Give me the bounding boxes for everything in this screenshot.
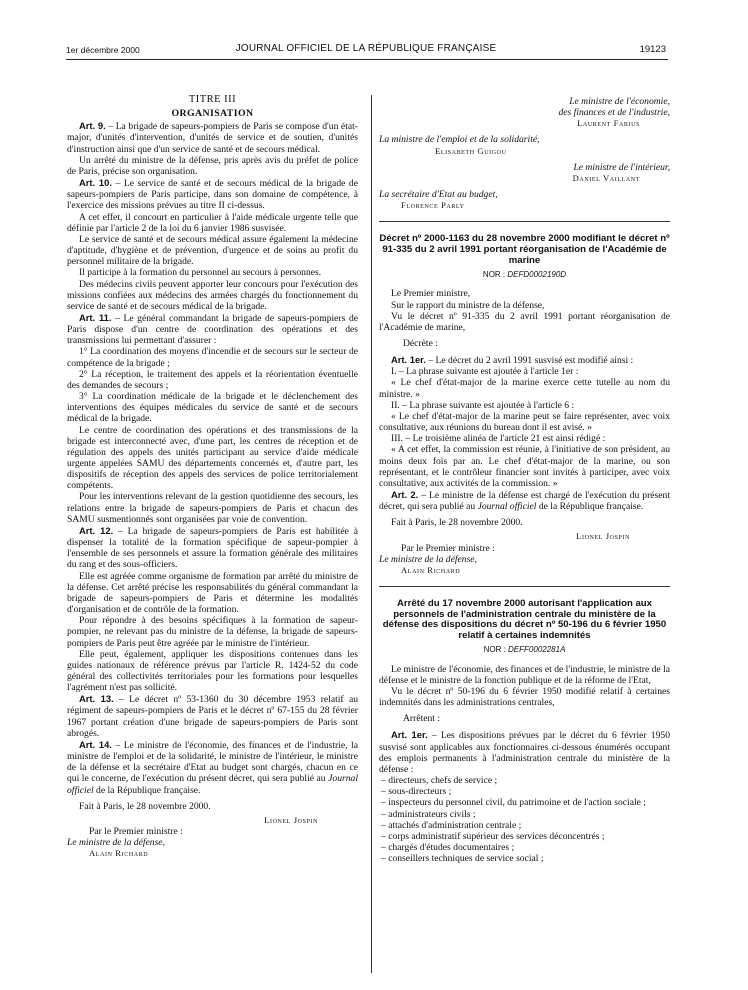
list-item: – conseillers techniques de service social ; — [379, 853, 670, 864]
list-item: – chargés d'études documentaires ; — [379, 842, 670, 853]
paragraph: Pour répondre à des besoins spécifiques à la formation de sapeur-pompier, ne relevant pas du ministre de la défense, la brigade de sapeurs-pompiers de Paris peut être agréée par le ministre de l'intérieur. — [67, 615, 358, 649]
article-text: – Le décret du 2 avril 1991 susvisé est modifié ainsi : — [425, 355, 634, 367]
par-premier-ministre: Par le Premier ministre : — [401, 542, 495, 554]
par-premier-ministre: Par le Premier ministre : — [89, 826, 183, 837]
article-text: – Le décret nº 53-1360 du 30 décembre 1953 relatif au régiment de sapeurs-pompiers de Paris et le décret nº 67-155 du 28 février 1967 portant création d'une brigade de sapeurs-pompiers de Paris sont abrogés. — [67, 694, 358, 739]
article-label: Art. 10. — [79, 177, 112, 189]
section-separator — [379, 586, 670, 587]
ministre-emploi: La ministre de l'emploi et de la solidarité, — [379, 134, 540, 146]
right-column — [379, 96, 670, 864]
nor-code: DEFF0002281A — [508, 645, 566, 655]
paragraph: Des médecins civils peuvent apporter leur concours pour l'exécution des missions confiées aux médecins des armées chargés du fonctionnement du service de santé et de secours médical de la brigade. — [67, 278, 358, 312]
paragraph: « Le chef d'état-major de la marine peut se faire représenter, avec voix consultative, aux réunions du bureau dont il est avisé. » — [379, 410, 670, 434]
nor-reference — [379, 269, 670, 280]
paragraph: III. – Le troisième alinéa de l'article 21 est ainsi rédigé : — [391, 433, 606, 445]
article-label: Art. 1er. — [391, 354, 426, 366]
paragraph: Elle est agréée comme organisme de formation par arrêté du ministre de la défense. Cet arrêté précise les responsabilités du général commandant la brigade de sapeurs-pompiers de Paris et détermine les modalités d'organisation et de contrôle de la formation. — [67, 570, 358, 616]
article-10 — [67, 177, 358, 211]
ministre-economie-2: des finances et de l'industrie, — [558, 107, 670, 119]
paragraph: Elle peut, également, appliquer les dispositions contenues dans les guides nationaux de référence prévus par l'article R. 1424-52 du code général des collectivités territoriales pour les formations pour lesquelles l'agrément n'est pas sollicité. — [67, 648, 358, 694]
visa: Vu le décret nº 50-196 du 6 février 1950 modifié relatif à certaines indemnités dans les administrations centrales, — [379, 685, 670, 709]
paragraph: « A cet effet, la commission est réunie, à l'initiative de son président, au moins deux fois par an. Le chef d'état-major de la marine, ou son représentant, et le contrôleur financier sont invités à participer, avec voix consultative, aux activités de la commission. » — [379, 444, 670, 489]
paragraph: Il participe à la formation du personnel au secours à personnes. — [79, 267, 322, 279]
visa: Le ministre de l'économie, des finances et de l'industrie, le ministre de la défense et le ministre de la fonction publique et de la réforme de l'Etat, — [379, 663, 670, 686]
signature-name: Daniel Vaillant — [572, 172, 640, 183]
article-label: Art. 9. — [79, 120, 106, 132]
paragraph: Le centre de coordination des opérations et des transmissions de la brigade est interconnecté avec, d'une part, les centres de réception et de régulation des appels des unités participant au service d'aide médicale urgente appelées SAMU des départements concernés et, d'autre part, les dispositifs de réception des appels des services de police territorialement compétents. — [67, 424, 358, 492]
ministre-defense: Le ministre de la défense, — [379, 553, 477, 565]
decree-article-1 — [379, 354, 670, 366]
decrete: Décrète : — [403, 337, 438, 349]
signature-name: Alain Richard — [89, 848, 149, 859]
article-text: – Le ministre de l'économie, des finances et de l'industrie, la ministre de l'emploi et de la solidarité, le ministre de l'intérieur, le ministre de la défense et la secrétaire d'Etat au budget sont chargés, chacun en ce qui le concerne, de l'exécution du présent décret, qui sera publié au — [67, 739, 358, 785]
nor-code: DEFD0002190D — [507, 270, 567, 280]
article-14 — [67, 739, 358, 796]
article-text: – Le ministre de la défense est chargé de l'exécution du présent décret, qui sera publié au — [379, 490, 670, 513]
header-date: 1er décembre 2000 — [66, 45, 140, 55]
article-label: Art. 14. — [79, 738, 112, 750]
paragraph: Le service de santé et de secours médical assure également la médecine d'aptitude, d'hygiène et de prévention, d'urgence et de soins au profit du personnel militaire de la brigade. — [67, 233, 358, 268]
paragraph: A cet effet, il concourt en particulier à l'aide médicale urgente telle que définie par l'article 2 de la loi du 6 janvier 1986 susvisée. — [67, 211, 358, 234]
ministre-defense: Le ministre de la défense, — [67, 837, 165, 849]
signature-name: Laurent Fabius — [577, 118, 640, 129]
fonctionnaires-list — [379, 775, 670, 864]
list-item: 1° La coordination des moyens d'incendie et de secours sur le secteur de compétence de la brigade ; — [67, 346, 358, 369]
article-13 — [67, 693, 358, 739]
signature-name: Florence Parly — [401, 200, 465, 211]
signature-emploi — [379, 146, 670, 157]
article-11 — [67, 312, 358, 346]
signature-pm — [67, 815, 358, 826]
signature-name: Elisabeth Guigou — [435, 145, 507, 156]
arrete-title: Arrêté du 17 novembre 2000 autorisant l'application aux personnels de l'administration centrale du ministère de la défense des dispositions du décret nº 50-196 du 6 février 1950 relatif à certaines indemnités — [382, 598, 667, 641]
nor-label: NOR : — [483, 645, 509, 655]
nor-label: NOR : — [482, 270, 508, 280]
titre-heading: TITRE III — [188, 94, 237, 105]
signature-defense — [379, 565, 670, 576]
article-label: Art. 2. — [391, 489, 419, 500]
list-item: – administrateurs civils ; — [379, 809, 670, 820]
section-separator — [379, 221, 670, 222]
article-label: Art. 12. — [79, 524, 114, 536]
ministre-economie: Le ministre de l'économie, — [569, 96, 670, 107]
titre-subheading: ORGANISATION — [171, 108, 254, 120]
article-label: Art. 11. — [79, 311, 112, 323]
list-item: – directeurs, chefs de service ; — [379, 775, 670, 786]
journal-officiel-ref: Journal officiel — [477, 501, 537, 513]
signature-name: Alain Richard — [401, 564, 461, 575]
article-label: Art. 13. — [79, 693, 114, 705]
arretent: Arrêtent : — [403, 713, 441, 725]
arrete-article-1 — [379, 729, 670, 775]
journal-title: JOURNAL OFFICIEL DE LA RÉPUBLIQUE FRANÇAISE — [235, 43, 497, 54]
list-item: 3° La coordination médicale de la brigade et le déclenchement des interventions des équipes médicales du service de santé et de secours médical de la brigade. — [67, 391, 358, 425]
decree-title: Décret nº 2000-1163 du 28 novembre 2000 modifiant le décret nº 91-335 du 2 avril 1991 portant réorganisation de l'Académie de marine — [379, 233, 670, 266]
header-rule — [66, 59, 668, 60]
article-text: de la République française. — [536, 501, 644, 513]
signature-name: Lionel Jospin — [264, 814, 318, 825]
list-item: – corps administratif supérieur des services déconcentrés ; — [379, 831, 670, 842]
fait-a-paris: Fait à Paris, le 28 novembre 2000. — [79, 800, 211, 812]
journal-officiel-ref: Journal officiel — [67, 773, 358, 796]
paragraph: Pour les interventions relevant de la gestion quotidienne des secours, les relations entre la brigade de sapeurs-pompiers de Paris et chacun des SAMU susmentionnés sont organisées par voie de convention. — [67, 491, 358, 525]
signature-pm — [379, 531, 670, 542]
secretaire-budget: La secrétaire d'Etat au budget, — [379, 189, 498, 201]
signature-defense — [67, 848, 358, 859]
article-9 — [67, 120, 358, 154]
page-header — [66, 43, 666, 57]
article-text: – La brigade de sapeurs-pompiers de Paris se compose d'un état-major, d'unités d'intervention, d'unités de service et de soutien, d'unités d'instruction ainsi que d'un service de santé et de secours médical. — [67, 121, 358, 155]
column-divider — [371, 95, 372, 973]
list-item: – attachés d'administration centrale ; — [379, 820, 670, 831]
paragraph: II. – La phrase suivante est ajoutée à l'article 6 : — [391, 399, 575, 411]
list-item: – inspecteurs du personnel civil, du patrimoine et de l'action sociale ; — [379, 797, 670, 808]
list-item: 2° La réception, le traitement des appels et la réorientation éventuelle des demandes de secours ; — [67, 368, 358, 391]
paragraph: I. – La phrase suivante est ajoutée à l'article 1er : — [391, 366, 579, 378]
visa: Le Premier ministre, — [391, 288, 471, 300]
signature-name: Lionel Jospin — [576, 531, 630, 542]
paragraph: « Le chef d'état-major de la marine exerce cette tutelle au nom du ministre. » — [379, 377, 670, 400]
signature-economie — [379, 118, 670, 129]
visa: Vu le décret nº 91-335 du 2 avril 1991 portant réorganisation de l'Académie de marine, — [379, 310, 670, 333]
nor-reference — [379, 644, 670, 655]
article-12 — [67, 525, 358, 571]
signature-budget — [379, 200, 670, 211]
page-number: 19123 — [639, 44, 666, 55]
article-text: de la République française. — [93, 784, 201, 796]
article-text: – La brigade de sapeurs-pompiers de Paris est habilitée à dispenser la totalité de la formation spécifique de sapeur-pompier à l'ensemble de ses personnels et assure la formation générale des militaires du rang et des sous-officiers. — [67, 525, 358, 571]
left-column — [67, 94, 358, 859]
article-text: – Le général commandant la brigade de sapeurs-pompiers de Paris dispose d'un centre de coordination des opérations et des transmissions lui permettant d'assurer : — [67, 312, 358, 347]
decree-article-2 — [379, 489, 670, 512]
fait-a-paris: Fait à Paris, le 28 novembre 2000. — [391, 517, 523, 529]
paragraph: Un arrêté du ministre de la défense, pris après avis du préfet de police de Paris, précise son organisation. — [67, 154, 358, 177]
article-text: – Les dispositions prévues par le décret du 6 février 1950 susvisé sont applicables aux fonctionnaires ci-dessous énumérés occupant des emplois permanents à l'administration centrale du ministère de la défense : — [379, 730, 670, 775]
signature-interieur — [379, 173, 670, 184]
visa: Sur le rapport du ministre de la défense, — [391, 299, 545, 311]
article-label: Art. 1er. — [391, 729, 428, 741]
article-text: – Le service de santé et de secours médical de la brigade de sapeurs-pompiers de Paris participe, dans son domaine de compétence, à l'exercice des missions prévues au titre II ci-dessus. — [67, 178, 358, 212]
list-item: – sous-directeurs ; — [379, 786, 670, 797]
ministre-interieur: Le ministre de l'intérieur, — [573, 161, 670, 173]
